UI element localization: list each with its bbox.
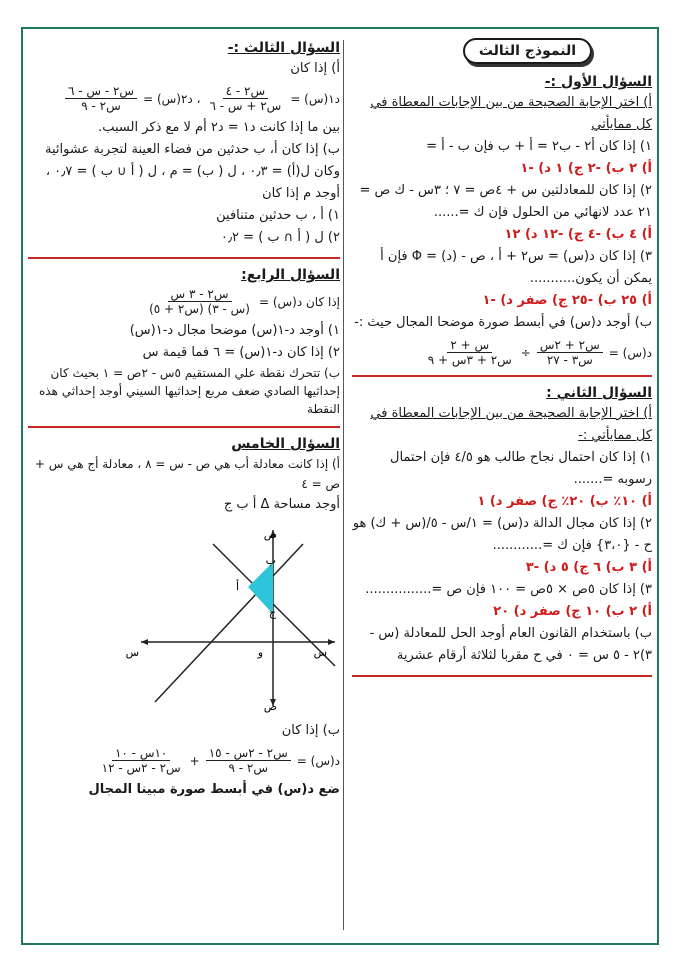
q4-f-denominator: (س - ٣) (س٢ + ٥) (149, 302, 250, 316)
q5-equation (28, 746, 340, 775)
q2-item-3: ٣) إذا كان ٥ص × ٥ص = ١٠٠ فإن ص =................ (365, 582, 652, 597)
q3-heading: السؤال الثالث :- (227, 40, 340, 56)
label-y-prime: ص (263, 700, 277, 713)
q2-part-a: أ) اختر الإجابة الصحيحة من بين الإجابات المعطاة في كل ممايأتي :- (370, 406, 652, 443)
label-y: ص (263, 528, 277, 541)
q1-b-operator: ÷ (520, 345, 531, 360)
q3-f1-denominator: س٢ + س - ٦ (209, 99, 282, 113)
q2-item-2-options: أ) ٣ ب) ٦ ج) ٥ د) -٣ (525, 560, 652, 575)
q3-f2-denominator: س٢ - ٩ (81, 99, 121, 113)
q1-b-f1-denominator: س٣ - ٢٧ (546, 353, 593, 367)
q3-b-2: ٢) ل ( أ ∩ ب ) = ٠٫٢ (220, 230, 340, 245)
q1-b-f1-numerator: س٢ + ٢س (537, 338, 603, 353)
q1-item-1: ١) إذا كان أ٢ - ب٢ = أ + ب فإن ب - أ = (426, 139, 652, 154)
q5-heading: السؤال الخامس (231, 436, 340, 452)
q3-b-1: ١) أ ، ب حدثين متنافين (216, 208, 340, 223)
q3-f2-numerator: س٢ - س - ٦ (65, 84, 137, 99)
q2-item-1: ١) إذا كان احتمال نجاح طالب هو ٤/٥ فإن احتمال رسوبه =....... (390, 450, 652, 487)
q4-a-2: ٢) إذا كان د-١(س) = ٦ فما قيمة س (142, 345, 340, 360)
q5-b-tail: ضع د(س) في أبسط صورة مبينا المجال (88, 782, 340, 797)
q5-g2-numerator: ١٠س - ١٠ (112, 746, 170, 761)
label-x-prime: س (125, 646, 139, 659)
q1-item-2-options: أ) ٤ ب) -٤ ج) -١٢ د) ١٢ (504, 227, 652, 242)
separator (352, 375, 652, 377)
q1-item-3-options: أ) ٢٥ ب) -٢٥ ج) صفر د) -١ (482, 293, 652, 308)
label-a: أ (235, 580, 239, 593)
label-b: ب (265, 554, 276, 567)
question-2 (352, 385, 652, 667)
left-column (28, 38, 340, 801)
triangle-figure (125, 524, 340, 714)
label-origin: و (257, 646, 263, 659)
question-1 (352, 74, 652, 367)
q5-operator: + (189, 753, 200, 768)
q5-g2-denominator: س٢ - ٢س - ١٢ (101, 761, 181, 775)
q2-item-3-options: أ) ٢ ب) ١٠ ج) صفر د) ٢٠ (493, 604, 652, 619)
model-title: النموذج الثالث (463, 38, 592, 64)
q1-b-equation (352, 338, 652, 367)
q5-g1-denominator: س٢ - ٩ (228, 761, 269, 775)
q2-heading: السؤال الثاني : (546, 385, 652, 401)
q3-lhs: د١(س) = (290, 91, 340, 106)
column-divider (343, 40, 344, 930)
q2-part-b: ب) باستخدام القانون العام أوجد الحل للمعادلة (س - ٣)٢ - ٥ س = ٠ في ح مقربا لثلاثة أرقام عشرية (369, 626, 652, 663)
q5-part-a: أ) إذا كانت معادلة أب هي ص - س = ٨ ، معادلة أج هي س + ص = ٤ (34, 457, 340, 491)
q1-b-f2-numerator: س + ٢ (447, 338, 492, 353)
label-c: ج (268, 606, 276, 619)
q4-a-1: ١) أوجد د-١(س) موضحا مجال د-١(س) (129, 323, 340, 338)
q1-item-3: ٣) إذا كان د(س) = س٢ + أ ، ص - (د) = Φ فإن أ يمكن أن يكون........... (380, 249, 652, 286)
question-5 (28, 436, 340, 801)
q3-fraction-1 (206, 84, 284, 113)
line-ab (155, 544, 303, 702)
q1-heading: السؤال الأول :- (544, 74, 652, 90)
q5-fraction-1 (206, 746, 291, 775)
q1-b-fraction-2 (425, 338, 515, 367)
q1-item-1-options: أ) ٢ ب) -٢ ج) ١ د) -١ (520, 161, 652, 176)
q5-find-area: أوجد مساحة Δ أ ب ج (223, 497, 340, 512)
q3-part-a: أ) إذا كان (290, 61, 340, 76)
coordinate-graph (125, 524, 340, 714)
label-x: س (313, 646, 327, 659)
x-prime-arrow-icon (141, 639, 148, 645)
q3-equation (28, 84, 340, 113)
separator (352, 675, 652, 677)
q1-b-fraction-1 (537, 338, 603, 367)
q4-heading: السؤال الرابع: (241, 267, 340, 283)
q3-mid: ، د٢(س) = (143, 91, 201, 106)
q5-fraction-2 (99, 746, 184, 775)
separator (28, 257, 340, 259)
q4-part-b: ب) تتحرك نقطة علي المستقيم ٥س - ٢ص = ١ بحيث كان إحداثيها الصادي ضعف مربع إحداثيها السيني أوجد إحداثي هذه النقطة (39, 366, 340, 416)
q3-f1-numerator: س٢ - ٤ (223, 84, 269, 99)
q4-lead: إذا كان د(س) = (258, 294, 340, 309)
q1-b-f2-denominator: س٢ + ٣س + ٩ (427, 353, 512, 367)
q5-g1-numerator: س٢ - ٢س - ١٥ (206, 746, 291, 761)
q3-part-b: ب) إذا كان أ، ب حدثين من فضاء العينة لتجربة عشوائية وكان ل(أ) = ٠٫٣ ، ل ( ب) = م ، ل ( أ ∪ ب ) = ٠٫٧ ، أوجد م إذا كان (45, 142, 340, 201)
q1-item-2: ٢) إذا كان للمعادلتين س + ٤ص = ٧ ؛ ٣س - ك ص = ٢١ عدد لانهائي من الحلول فإن ك =...... (359, 183, 652, 220)
right-column (352, 38, 652, 685)
q5-part-b: ب) إذا كان (281, 723, 340, 738)
q1-part-b: ب) أوجد د(س) في أبسط صورة موضحا المجال حيث :- (354, 315, 652, 330)
q5-lhs: د(س) = (296, 753, 340, 768)
x-arrow-icon (328, 639, 335, 645)
q1-part-a: أ) اختر الإجابة الصحيحة من بين الإجابات المعطاة في كل ممايأتي (370, 95, 652, 132)
q2-item-2: ٢) إذا كان مجال الدالة د(س) = ١/س - ٥/(س + ك) هو ح - {٣،٠} فإن ك =............ (352, 516, 652, 553)
separator (28, 426, 340, 428)
q4-f-numerator: س٢ - ٣ س (168, 287, 232, 302)
q3-fraction-2 (65, 84, 137, 113)
q4-equation (28, 287, 340, 316)
q3-a-tail: بين ما إذا كانت د١ = د٢ أم لا مع ذكر السبب. (98, 120, 340, 135)
q1-b-lhs: د(س) = (608, 345, 652, 360)
q2-item-1-options: أ) ١٠٪ ب) ٢٠٪ ج) صفر د) ١ (477, 494, 652, 509)
question-4 (28, 267, 340, 418)
q4-fraction (146, 287, 253, 316)
question-3 (28, 40, 340, 249)
